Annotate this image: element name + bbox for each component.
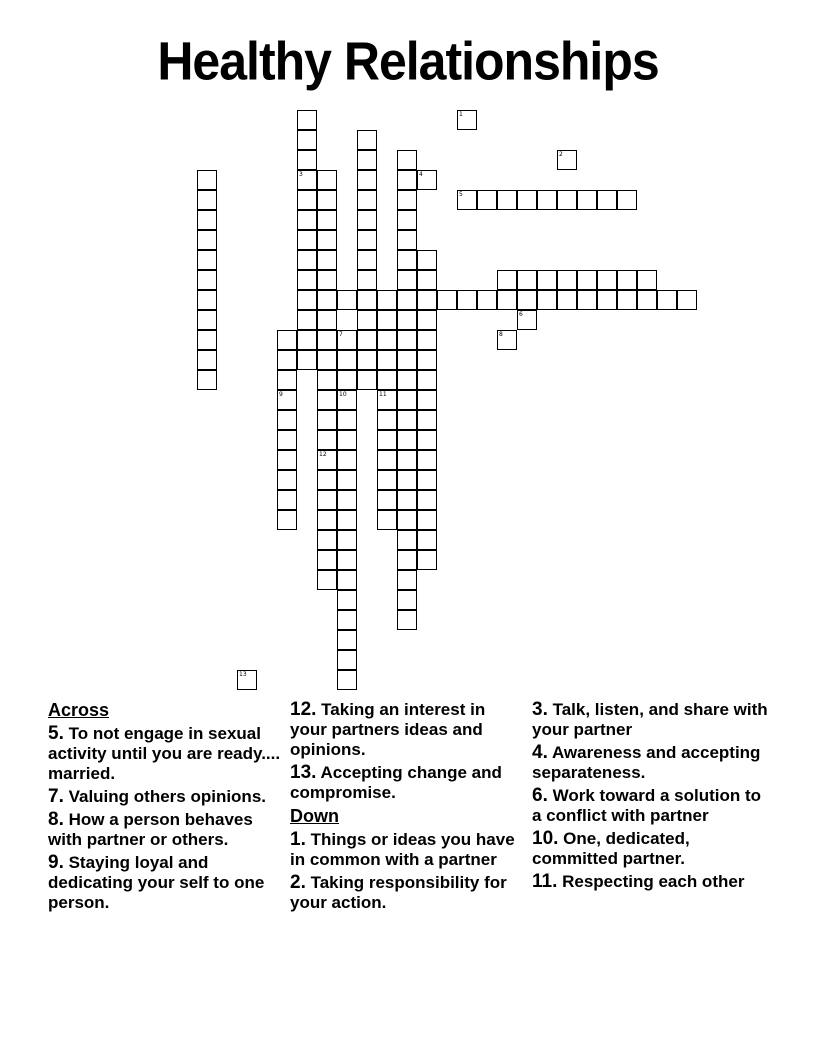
grid-cell[interactable]	[577, 290, 597, 310]
grid-cell[interactable]	[297, 230, 317, 250]
grid-cell[interactable]	[437, 290, 457, 310]
grid-cell[interactable]	[337, 430, 357, 450]
grid-cell[interactable]	[397, 470, 417, 490]
clue-across-7: 7. Valuing others opinions.	[48, 786, 266, 807]
grid-cell[interactable]	[297, 310, 317, 330]
grid-cell[interactable]	[497, 290, 517, 310]
clue-down-11: 11. Respecting each other	[532, 871, 745, 892]
grid-cell[interactable]	[417, 410, 437, 430]
grid-cell[interactable]	[317, 390, 337, 410]
grid-cell[interactable]	[297, 150, 317, 170]
grid-cell[interactable]	[597, 290, 617, 310]
grid-cell[interactable]	[197, 330, 217, 350]
grid-cell[interactable]	[337, 470, 357, 490]
grid-cell[interactable]	[397, 150, 417, 170]
grid-cell[interactable]	[557, 150, 577, 170]
grid-cell[interactable]	[357, 350, 377, 370]
clue-number: 8	[499, 331, 503, 338]
grid-cell[interactable]	[537, 290, 557, 310]
clue-number: 2	[559, 151, 563, 158]
clue-number: 11	[379, 391, 387, 398]
grid-cell[interactable]	[197, 270, 217, 290]
grid-cell[interactable]	[457, 110, 477, 130]
grid-cell[interactable]	[497, 190, 517, 210]
grid-cell[interactable]	[277, 410, 297, 430]
grid-cell[interactable]	[417, 370, 437, 390]
clue-down-4: 4. Awareness and accepting separateness.	[532, 742, 761, 782]
grid-cell[interactable]	[337, 530, 357, 550]
grid-cell[interactable]	[577, 270, 597, 290]
grid-cell[interactable]	[197, 370, 217, 390]
grid-cell[interactable]	[317, 490, 337, 510]
clue-number: 5	[459, 191, 463, 198]
grid-cell[interactable]	[317, 310, 337, 330]
grid-cell[interactable]	[377, 410, 397, 430]
grid-cell[interactable]	[397, 510, 417, 530]
grid-cell[interactable]	[377, 290, 397, 310]
grid-cell[interactable]	[397, 490, 417, 510]
grid-cell[interactable]	[537, 190, 557, 210]
grid-cell[interactable]	[317, 190, 337, 210]
grid-cell[interactable]	[317, 290, 337, 310]
clue-number: 9	[279, 391, 283, 398]
grid-cell[interactable]	[357, 370, 377, 390]
grid-cell[interactable]	[357, 290, 377, 310]
grid-cell[interactable]	[297, 130, 317, 150]
grid-cell[interactable]	[337, 670, 357, 690]
grid-cell[interactable]	[497, 330, 517, 350]
grid-cell[interactable]	[337, 650, 357, 670]
grid-cell[interactable]	[317, 270, 337, 290]
grid-cell[interactable]	[377, 430, 397, 450]
clue-number: 4	[419, 171, 423, 178]
grid-cell[interactable]	[277, 370, 297, 390]
grid-cell[interactable]	[317, 350, 337, 370]
grid-cell[interactable]	[617, 270, 637, 290]
grid-cell[interactable]	[357, 230, 377, 250]
grid-cell[interactable]	[237, 670, 257, 690]
grid-cell[interactable]	[397, 450, 417, 470]
grid-cell[interactable]	[397, 530, 417, 550]
page-title: Healthy Relationships	[157, 30, 659, 92]
grid-cell[interactable]	[617, 290, 637, 310]
grid-cell[interactable]	[377, 450, 397, 470]
grid-cell[interactable]	[397, 390, 417, 410]
grid-cell[interactable]	[197, 210, 217, 230]
grid-cell[interactable]	[277, 390, 297, 410]
clue-down-1: 1. Things or ideas you have in common with a partner	[290, 829, 515, 869]
grid-cell[interactable]	[277, 430, 297, 450]
grid-cell[interactable]	[417, 510, 437, 530]
across-heading: Across	[48, 700, 110, 720]
grid-cell[interactable]	[657, 290, 677, 310]
grid-cell[interactable]	[557, 270, 577, 290]
grid-cell[interactable]	[357, 250, 377, 270]
grid-cell[interactable]	[397, 370, 417, 390]
grid-cell[interactable]	[377, 310, 397, 330]
grid-cell[interactable]	[417, 170, 437, 190]
grid-cell[interactable]	[557, 290, 577, 310]
grid-cell[interactable]	[337, 550, 357, 570]
grid-cell[interactable]	[357, 210, 377, 230]
grid-cell[interactable]	[377, 330, 397, 350]
grid-cell[interactable]	[297, 250, 317, 270]
grid-cell[interactable]	[277, 450, 297, 470]
grid-cell[interactable]	[277, 510, 297, 530]
grid-cell[interactable]	[637, 270, 657, 290]
clue-across-8: 8. How a person behaves with partner or others.	[48, 809, 253, 849]
grid-cell[interactable]	[517, 290, 537, 310]
grid-cell[interactable]	[357, 270, 377, 290]
grid-cell[interactable]	[337, 290, 357, 310]
clue-across-12: 12. Taking an interest in your partners ideas and opinions.	[290, 699, 486, 759]
grid-cell[interactable]	[517, 310, 537, 330]
grid-cell[interactable]	[277, 470, 297, 490]
grid-cell[interactable]	[477, 290, 497, 310]
clue-across-5: 5. To not engage in sexual activity until you are ready.... married.	[48, 723, 281, 783]
grid-cell[interactable]	[377, 490, 397, 510]
grid-cell[interactable]	[577, 190, 597, 210]
grid-cell[interactable]	[637, 290, 657, 310]
grid-cell[interactable]	[377, 350, 397, 370]
grid-cell[interactable]	[557, 190, 577, 210]
grid-cell[interactable]	[357, 310, 377, 330]
grid-cell[interactable]	[417, 470, 437, 490]
grid-cell[interactable]	[197, 350, 217, 370]
grid-cell[interactable]	[417, 270, 437, 290]
grid-cell[interactable]	[197, 170, 217, 190]
grid-cell[interactable]	[617, 190, 637, 210]
grid-cell[interactable]	[397, 550, 417, 570]
grid-cell[interactable]	[597, 190, 617, 210]
clue-number: 6	[519, 311, 523, 318]
grid-cell[interactable]	[397, 610, 417, 630]
grid-cell[interactable]	[337, 330, 357, 350]
grid-cell[interactable]	[297, 170, 317, 190]
grid-cell[interactable]	[317, 450, 337, 470]
grid-cell[interactable]	[317, 250, 337, 270]
grid-cell[interactable]	[317, 370, 337, 390]
grid-cell[interactable]	[397, 350, 417, 370]
grid-cell[interactable]	[397, 290, 417, 310]
grid-cell[interactable]	[357, 130, 377, 150]
grid-cell[interactable]	[677, 290, 697, 310]
grid-cell[interactable]	[317, 470, 337, 490]
grid-cell[interactable]	[197, 190, 217, 210]
grid-cell[interactable]	[397, 430, 417, 450]
grid-cell[interactable]	[397, 250, 417, 270]
clue-number: 13	[239, 671, 247, 678]
grid-cell[interactable]	[377, 470, 397, 490]
grid-cell[interactable]	[297, 350, 317, 370]
grid-cell[interactable]	[337, 510, 357, 530]
grid-cell[interactable]	[337, 590, 357, 610]
grid-cell[interactable]	[417, 350, 437, 370]
clues-column-2	[290, 700, 526, 916]
grid-cell[interactable]	[337, 630, 357, 650]
grid-cell[interactable]	[197, 290, 217, 310]
grid-cell[interactable]	[197, 250, 217, 270]
grid-cell[interactable]	[277, 350, 297, 370]
grid-cell[interactable]	[357, 190, 377, 210]
clue-number: 3	[299, 171, 303, 178]
grid-cell[interactable]	[397, 590, 417, 610]
grid-cell[interactable]	[337, 390, 357, 410]
grid-cell[interactable]	[417, 550, 437, 570]
clues-column-1	[48, 700, 284, 916]
grid-cell[interactable]	[317, 410, 337, 430]
grid-cell[interactable]	[297, 190, 317, 210]
clue-down-6: 6. Work toward a solution to a conflict with partner	[532, 785, 762, 825]
clue-down-2: 2. Taking responsibility for your action.	[290, 872, 507, 912]
grid-cell[interactable]	[377, 390, 397, 410]
clue-number: 1	[459, 111, 463, 118]
grid-cell[interactable]	[477, 190, 497, 210]
grid-cell[interactable]	[457, 290, 477, 310]
grid-cell[interactable]	[317, 550, 337, 570]
clue-number: 10	[339, 391, 347, 398]
grid-cell[interactable]	[417, 330, 437, 350]
grid-cell[interactable]	[297, 110, 317, 130]
grid-cell[interactable]	[417, 430, 437, 450]
grid-cell[interactable]	[317, 510, 337, 530]
clues-column-3	[532, 700, 768, 895]
grid-cell[interactable]	[417, 530, 437, 550]
grid-cell[interactable]	[277, 490, 297, 510]
grid-cell[interactable]	[337, 610, 357, 630]
grid-cell[interactable]	[397, 330, 417, 350]
grid-cell[interactable]	[317, 330, 337, 350]
grid-cell[interactable]	[357, 330, 377, 350]
grid-cell[interactable]	[337, 410, 357, 430]
grid-cell[interactable]	[397, 170, 417, 190]
grid-cell[interactable]	[597, 270, 617, 290]
clue-down-10: 10. One, dedicated, committed partner.	[532, 828, 690, 868]
grid-cell[interactable]	[397, 210, 417, 230]
grid-cell[interactable]	[337, 490, 357, 510]
grid-cell[interactable]	[337, 450, 357, 470]
clue-down-3: 3. Talk, listen, and share with your partner	[532, 699, 768, 739]
grid-cell[interactable]	[397, 310, 417, 330]
grid-cell[interactable]	[377, 510, 397, 530]
grid-cell[interactable]	[397, 410, 417, 430]
down-heading: Down	[290, 806, 339, 826]
clue-across-13: 13. Accepting change and compromise.	[290, 762, 502, 802]
grid-cell[interactable]	[317, 210, 337, 230]
grid-cell[interactable]	[417, 490, 437, 510]
grid-cell[interactable]	[377, 370, 397, 390]
grid-cell[interactable]	[197, 230, 217, 250]
grid-cell[interactable]	[417, 450, 437, 470]
grid-cell[interactable]	[537, 270, 557, 290]
grid-cell[interactable]	[457, 190, 477, 210]
grid-cell[interactable]	[197, 310, 217, 330]
grid-cell[interactable]	[317, 430, 337, 450]
grid-cell[interactable]	[337, 570, 357, 590]
grid-cell[interactable]	[397, 190, 417, 210]
grid-cell[interactable]	[417, 310, 437, 330]
grid-cell[interactable]	[337, 370, 357, 390]
grid-cell[interactable]	[297, 330, 317, 350]
clue-number: 12	[319, 451, 327, 458]
grid-cell[interactable]	[317, 530, 337, 550]
clue-number: 7	[339, 331, 343, 338]
grid-cell[interactable]	[417, 390, 437, 410]
grid-cell[interactable]	[297, 270, 317, 290]
grid-cell[interactable]	[357, 150, 377, 170]
grid-cell[interactable]	[297, 210, 317, 230]
grid-cell[interactable]	[497, 270, 517, 290]
grid-cell[interactable]	[397, 270, 417, 290]
clue-across-9: 9. Staying loyal and dedicating your self to one person.	[48, 852, 265, 912]
grid-cell[interactable]	[397, 570, 417, 590]
grid-cell[interactable]	[297, 290, 317, 310]
grid-cell[interactable]	[357, 170, 377, 190]
grid-cell[interactable]	[277, 330, 297, 350]
grid-cell[interactable]	[417, 290, 437, 310]
grid-cell[interactable]	[317, 230, 337, 250]
grid-cell[interactable]	[317, 570, 337, 590]
grid-cell[interactable]	[417, 250, 437, 270]
grid-cell[interactable]	[397, 230, 417, 250]
grid-cell[interactable]	[517, 270, 537, 290]
grid-cell[interactable]	[517, 190, 537, 210]
grid-cell[interactable]	[317, 170, 337, 190]
grid-cell[interactable]	[337, 350, 357, 370]
